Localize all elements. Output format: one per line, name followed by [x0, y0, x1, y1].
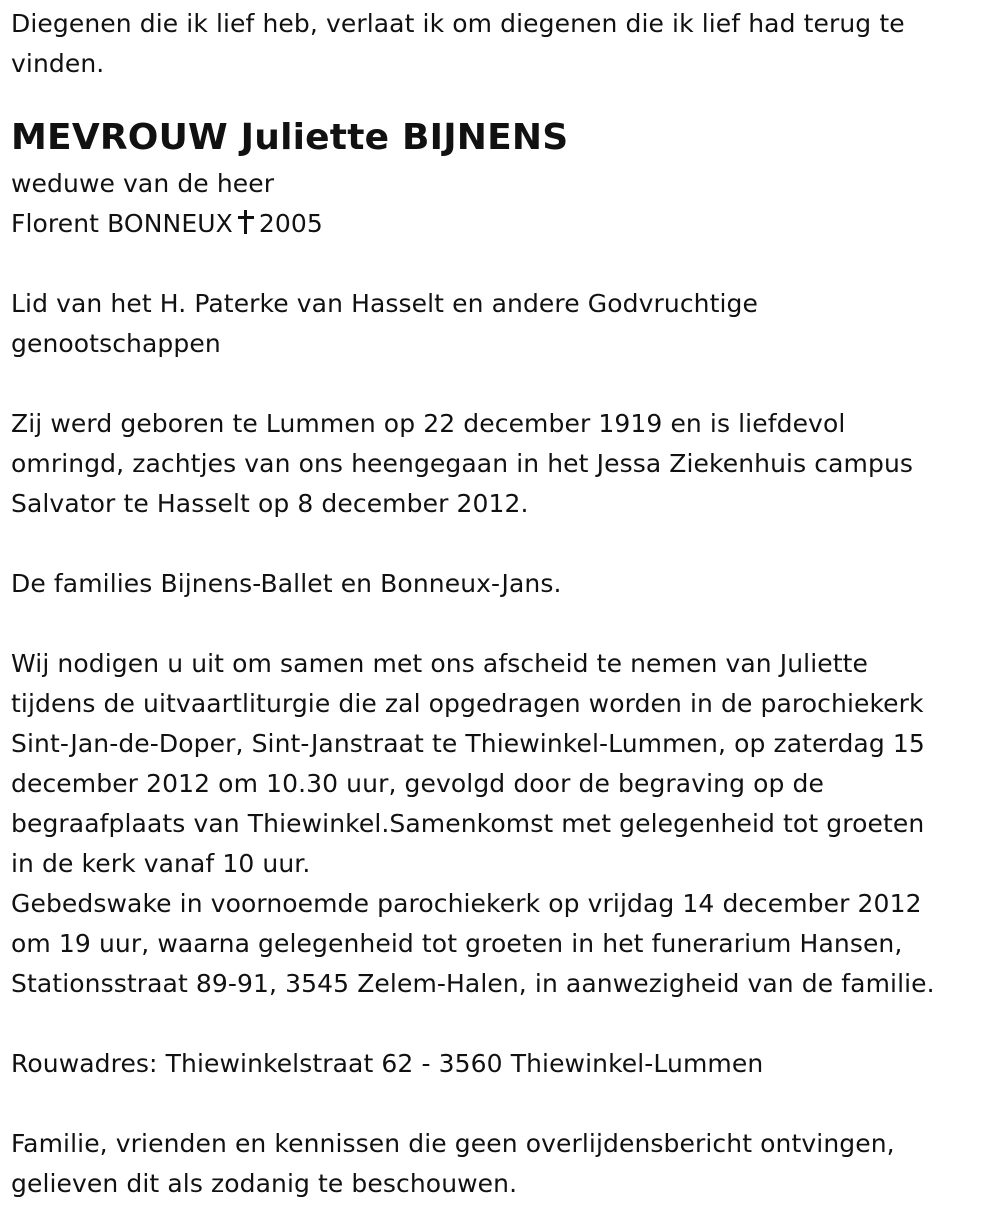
invitation-line: begraafplaats van Thiewinkel.Samenkomst met gelegenheid tot groeten: [11, 809, 925, 838]
invitation-line: Sint-Jan-de-Doper, Sint-Janstraat te Thiewinkel-Lummen, op zaterdag 15: [11, 729, 925, 758]
paragraph-gap: [11, 244, 991, 284]
mourning-address: Rouwadres: Thiewinkelstraat 62 - 3560 Thiewinkel-Lummen: [11, 1049, 764, 1078]
invitation-line: tijdens de uitvaartliturgie die zal opgedragen worden in de parochiekerk: [11, 689, 924, 718]
deceased-name: MEVROUW Juliette BIJNENS: [11, 117, 569, 158]
birth-death-line: omringd, zachtjes van ons heengegaan in het Jessa Ziekenhuis campus: [11, 449, 914, 478]
paragraph-gap: [11, 1004, 991, 1044]
paragraph-gap: [11, 1084, 991, 1124]
spouse-name-line: [11, 204, 991, 244]
membership-line: Lid van het H. Paterke van Hasselt en andere Godvruchtige: [11, 289, 759, 318]
prayer-wake: [11, 884, 991, 1004]
intro-quote-line: Diegenen die ik lief heb, verlaat ik om diegenen die ik lief had terug te: [11, 9, 905, 38]
birth-death-line: Salvator te Hasselt op 8 december 2012.: [11, 489, 529, 518]
paragraph-gap: [11, 364, 991, 404]
spouse-name: Florent BONNEUX: [11, 209, 233, 238]
paragraph-gap: [11, 524, 991, 564]
membership-line: genootschappen: [11, 329, 221, 358]
spouse-death-year: 2005: [258, 209, 323, 238]
families: De families Bijnens-Ballet en Bonneux-Jans.: [11, 569, 562, 598]
invitation-line: Wij nodigen u uit om samen met ons afscheid te nemen van Juliette: [11, 649, 869, 678]
wake-line: om 19 uur, waarna gelegenheid tot groeten in het funerarium Hansen,: [11, 929, 903, 958]
wake-line: Gebedswake in voornoemde parochiekerk op vrijdag 14 december 2012: [11, 889, 922, 918]
invitation: [11, 644, 991, 884]
paragraph-gap: [11, 604, 991, 644]
spouse-line: weduwe van de heer: [11, 169, 275, 198]
closing-line: gelieven dit als zodanig te beschouwen.: [11, 1169, 518, 1198]
obituary-notice: [11, 4, 991, 1204]
closing-line: Familie, vrienden en kennissen die geen overlijdensbericht ontvingen,: [11, 1129, 895, 1158]
birth-death-info: [11, 404, 991, 524]
wake-line: Stationsstraat 89-91, 3545 Zelem-Halen, in aanwezigheid van de familie.: [11, 969, 935, 998]
invitation-line: december 2012 om 10.30 uur, gevolgd door de begraving op de: [11, 769, 824, 798]
spouse-info: [11, 164, 991, 244]
invitation-line: in de kerk vanaf 10 uur.: [11, 849, 311, 878]
membership: [11, 284, 991, 364]
birth-death-line: Zij werd geboren te Lummen op 22 december 1919 en is liefdevol: [11, 409, 846, 438]
intro-quote-line: vinden.: [11, 49, 105, 78]
closing-note: [11, 1124, 991, 1204]
intro-quote: [11, 4, 991, 84]
cross-icon: [237, 210, 255, 234]
